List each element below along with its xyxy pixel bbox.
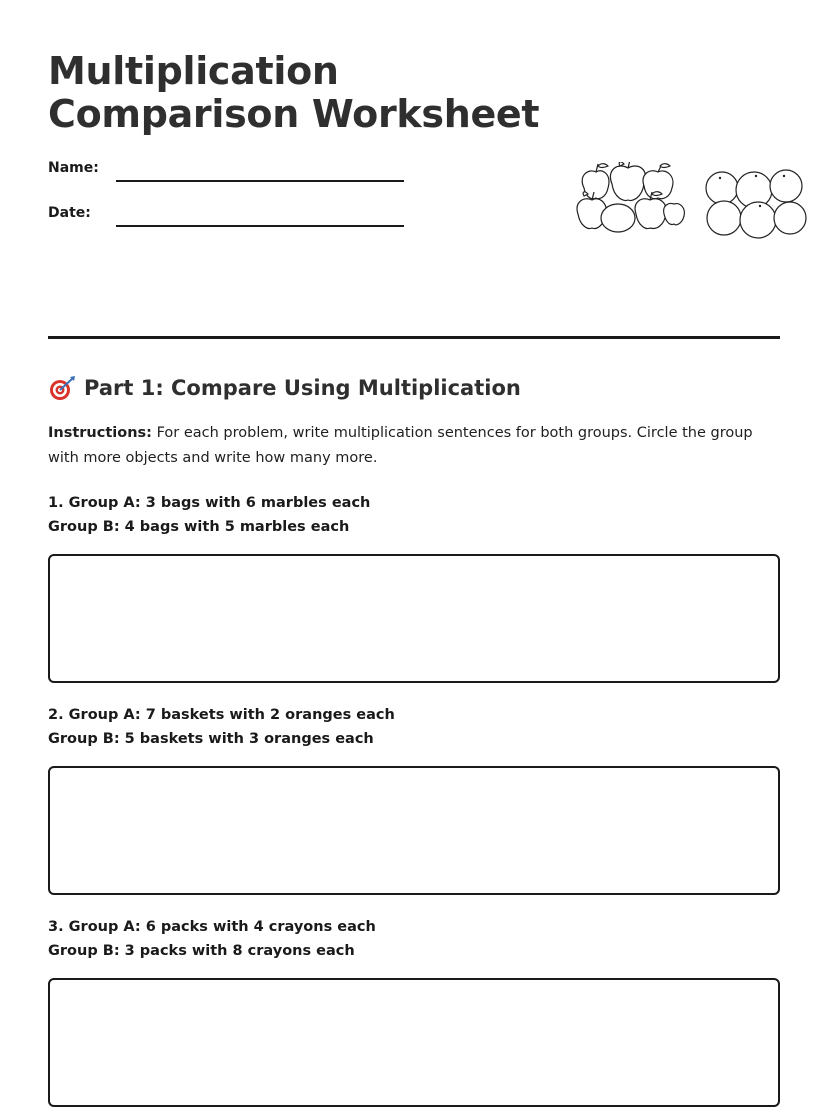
name-field[interactable] [48,160,408,184]
apples-and-oranges-icon [574,162,810,242]
target-icon [48,374,76,402]
part1-heading-text: Part 1: Compare Using Multiplication [84,376,521,400]
date-field[interactable] [48,205,408,229]
problem-3-answer-box[interactable] [48,978,780,1107]
instructions-label: Instructions: [48,425,152,441]
problem-3-group-a: 3. Group A: 6 packs with 4 crayons each [48,919,376,935]
name-label: Name: [48,160,99,176]
instructions [48,421,780,471]
problem-2-group-a: 2. Group A: 7 baskets with 2 oranges each [48,707,395,723]
apple-icon [610,166,645,200]
problem-3 [48,915,780,963]
date-label: Date: [48,205,91,221]
title-line-2: Comparison Worksheet [48,92,540,136]
name-line[interactable] [116,180,404,182]
orange-icon [707,201,741,235]
orange-icon [706,172,738,204]
page-title [48,50,539,136]
orange-icon [740,202,776,238]
problem-1-group-b: Group B: 4 bags with 5 marbles each [48,519,350,535]
problem-1-group-a: 1. Group A: 3 bags with 6 marbles each [48,495,371,511]
apple-icon [664,203,685,224]
apple-icon [635,199,666,229]
problem-1-answer-box[interactable] [48,554,780,683]
date-line[interactable] [116,225,404,227]
instructions-text: For each problem, write multiplication sentences for both groups. Circle the group with more objects and write how many more. [48,425,753,466]
problem-2 [48,703,780,751]
section-divider [48,336,780,339]
part1-heading [48,374,521,402]
orange-icon [770,170,802,202]
problem-1 [48,491,780,539]
title-line-1: Multiplication [48,49,339,93]
apple-icon [601,204,635,232]
problem-3-group-b: Group B: 3 packs with 8 crayons each [48,943,355,959]
orange-icon [774,202,806,234]
problem-2-answer-box[interactable] [48,766,780,895]
problem-2-group-b: Group B: 5 baskets with 3 oranges each [48,731,374,747]
